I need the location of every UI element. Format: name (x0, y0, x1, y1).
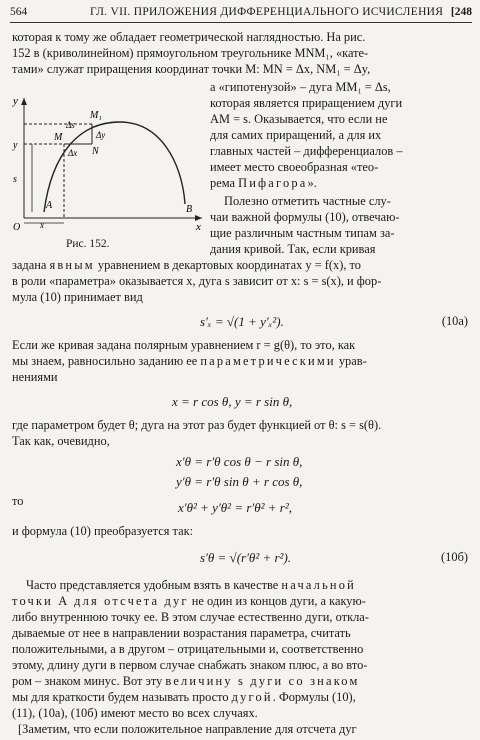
text-line: главных частей – дифференциалов – (210, 144, 403, 158)
text-line: щие различным частным типам за- (210, 226, 395, 240)
text-line: положительными, а в другом – отрицательными и, соответственно (12, 642, 364, 656)
chapter-title: ГЛ. VII. ПРИЛОЖЕНИЯ ДИФФЕРЕНЦИАЛЬНОГО ИСЧИСЛЕНИЯ (90, 6, 444, 18)
text-line: либо внутреннюю точку ее. В этом случае естественно дуги, откла- (12, 610, 369, 624)
formula-x-derivative: x′θ = r′θ cos θ − r sin θ, (176, 454, 303, 469)
text-line: дания кривой. Так, если кривая (210, 242, 376, 256)
label-s: s (13, 174, 17, 185)
text-line (12, 690, 470, 706)
header-rule (10, 22, 472, 23)
text-line (210, 176, 470, 192)
curve-arc (44, 122, 185, 212)
text-line (12, 578, 470, 594)
text-line: Так как, очевидно, (12, 434, 110, 448)
formula-parametric: x = r cos θ, y = r sin θ, (172, 394, 293, 409)
text-line (12, 594, 470, 610)
text-line: которая является приращением дуги (210, 96, 403, 110)
label-B: B (186, 204, 193, 215)
text-span: рема (210, 176, 239, 190)
label-x-axis: x (196, 221, 201, 232)
figure-152 (10, 92, 206, 232)
label-dy: Δy (96, 130, 106, 140)
label-dx: Δx (68, 148, 78, 158)
formula-10b: s′θ = √(r′θ² + r²). (200, 550, 292, 565)
label-y: y (13, 140, 18, 151)
text-span: Часто представляется удобным взять в качестве (26, 578, 282, 592)
spaced-text: явным (49, 258, 95, 272)
section-number: [248 (450, 6, 472, 18)
text-line (12, 258, 470, 274)
text-span: урав- (335, 354, 367, 368)
text-line: (11), (10а), (10б) имеют место во всех случаях. (12, 706, 258, 720)
text-line: тами» служат приращения координат точки M: MN = Δx, NM₁ = Δy, (12, 62, 371, 76)
text-line: Полезно отметить частные слу- (224, 194, 391, 208)
formula-y-derivative: y′θ = r′θ sin θ + r cos θ, (176, 474, 303, 489)
text-span: мы знаем, равносильно заданию ее (12, 354, 201, 368)
spaced-text: величину s дуги со знаком (165, 674, 360, 688)
formula-10a: s′ₓ = √(1 + y′ₓ²). (200, 314, 284, 329)
label-A: A (46, 200, 53, 211)
formula-sum-squares: x′θ² + y′θ² = r′θ² + r², (178, 500, 293, 515)
text-line: и формула (10) преобразуется так: (12, 524, 194, 538)
text-line: Если же кривая задана полярным уравнением r = g(θ), то это, как (12, 338, 356, 352)
arc-diagram (10, 92, 206, 232)
text-line: нениями (12, 370, 58, 384)
figure-caption: Рис. 152. (66, 238, 110, 250)
text-line (12, 354, 470, 370)
text-line: дываемые от нее в направлении возрастания параметра, считать (12, 626, 351, 640)
spaced-text: точки A для отсчета дуг (12, 594, 189, 608)
label-M: M (54, 132, 63, 143)
label-x: x (40, 220, 44, 230)
text-line: которая к тому же обладает геометрической наглядностью. На рис. (12, 30, 366, 44)
text-line (12, 674, 470, 690)
text-span: не один из концов дуги, а какую- (188, 594, 366, 608)
spaced-text: дугой (231, 690, 273, 704)
running-header (10, 6, 472, 22)
text-line: где параметром будет θ; дуга на этот раз будет функцией от θ: s = s(θ). (12, 418, 382, 432)
label-y-axis: y (13, 95, 18, 107)
text-span: ». (307, 176, 317, 190)
label-origin: O (13, 222, 21, 232)
text-span: . Формулы (10), (272, 690, 356, 704)
label-ds: Δs (66, 120, 75, 130)
page-number: 564 (10, 6, 28, 18)
text-line: мула (10) принимает вид (12, 290, 143, 304)
text-line: то (12, 494, 24, 508)
label-M1: M₁ (90, 110, 102, 121)
text-line: имеет место своеобразная «тео- (210, 160, 379, 174)
text-line: AM = s. Оказывается, что если не (210, 112, 388, 126)
text-line: этому, длину дуги в первом случае снабжать знаком плюс, а во вто- (12, 658, 368, 672)
formula-tag-10a: (10а) (441, 314, 468, 328)
label-N: N (92, 146, 99, 157)
text-line: чаи важной формулы (10), отвечаю- (210, 210, 400, 224)
text-span: уравнением в декартовых координатах y = f(x), то (94, 258, 362, 272)
spaced-text: начальной (281, 578, 356, 592)
text-line: для самих приращений, а для их (210, 128, 382, 142)
y-axis-arrow (21, 98, 27, 105)
spaced-text: параметрическими (200, 354, 336, 368)
text-line: а «гипотенузой» – дуга MM₁ = Δs, (210, 80, 391, 94)
text-span: задана (12, 258, 50, 272)
text-span: мы для краткости будем называть просто (12, 690, 232, 704)
formula-tag-10b: (10б) (441, 550, 468, 564)
text-line: [Заметим, что если положительное направление для отсчета дуг (18, 722, 357, 736)
spaced-text: Пифагора (238, 176, 308, 190)
text-line: в роли «параметра» оказывается x, дуга s зависит от x: s = s(x), и фор- (12, 274, 382, 288)
text-span: ром – знаком минус. Вот эту (12, 674, 166, 688)
text-line: 152 в (криволинейном) прямоугольном треугольнике MNM₁, «кате- (12, 46, 369, 60)
